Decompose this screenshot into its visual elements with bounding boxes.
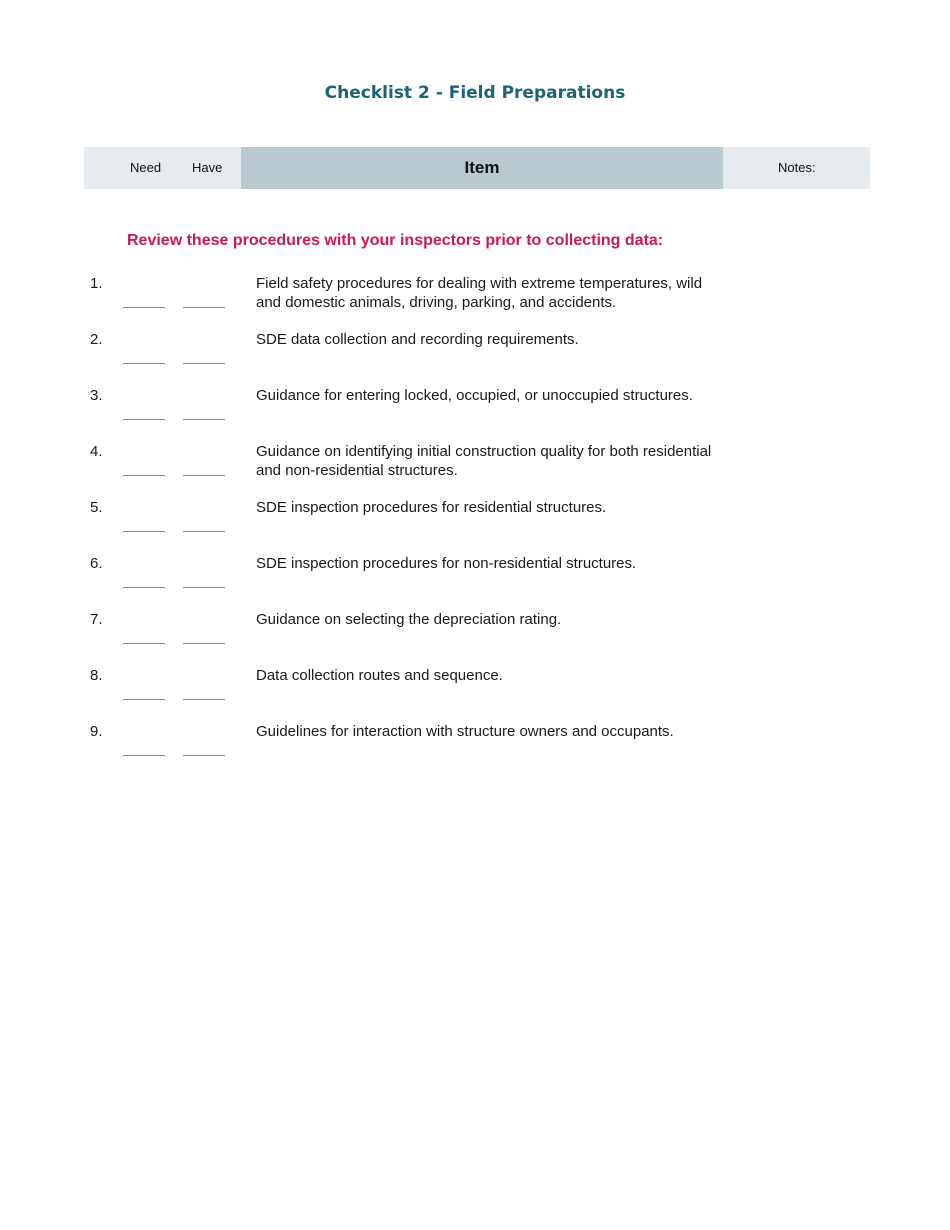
item-text: Guidance on identifying initial construction quality for both residential and non-residential structures. <box>256 443 712 479</box>
checklist-item <box>84 274 784 330</box>
header-notes: Notes: <box>778 160 816 175</box>
need-checkbox-line[interactable] <box>123 755 165 756</box>
item-text: Field safety procedures for dealing with extreme temperatures, wild and domestic animals, driving, parking, and accidents. <box>256 275 703 311</box>
item-text: Guidelines for interaction with structure owners and occupants. <box>256 723 674 740</box>
item-number: 1. <box>90 275 103 292</box>
need-checkbox-line[interactable] <box>123 307 165 308</box>
checklist-item <box>84 498 784 554</box>
have-checkbox-line[interactable] <box>183 643 225 644</box>
have-checkbox-line[interactable] <box>183 531 225 532</box>
checklist-item <box>84 666 784 722</box>
table-header <box>84 147 870 189</box>
have-checkbox-line[interactable] <box>183 475 225 476</box>
have-checkbox-line[interactable] <box>183 307 225 308</box>
item-text: Guidance for entering locked, occupied, or unoccupied structures. <box>256 387 693 404</box>
item-number: 3. <box>90 387 103 404</box>
checklist-item <box>84 330 784 386</box>
need-checkbox-line[interactable] <box>123 531 165 532</box>
have-checkbox-line[interactable] <box>183 587 225 588</box>
item-text: SDE data collection and recording requirements. <box>256 331 579 348</box>
page-title: Checklist 2 - Field Preparations <box>324 83 626 103</box>
item-number: 5. <box>90 499 103 516</box>
header-item: Item <box>241 147 723 189</box>
item-text: SDE inspection procedures for residential structures. <box>256 499 607 516</box>
checklist-item <box>84 442 784 498</box>
item-number: 4. <box>90 443 103 460</box>
need-checkbox-line[interactable] <box>123 699 165 700</box>
have-checkbox-line[interactable] <box>183 699 225 700</box>
item-text: Data collection routes and sequence. <box>256 667 503 684</box>
need-checkbox-line[interactable] <box>123 643 165 644</box>
checklist-item <box>84 722 784 778</box>
have-checkbox-line[interactable] <box>183 419 225 420</box>
item-number: 6. <box>90 555 103 572</box>
item-text: SDE inspection procedures for non-residential structures. <box>256 555 637 572</box>
checklist-item <box>84 386 784 442</box>
have-checkbox-line[interactable] <box>183 755 225 756</box>
need-checkbox-line[interactable] <box>123 587 165 588</box>
checklist-item <box>84 610 784 666</box>
header-need: Need <box>130 160 162 175</box>
item-text: Guidance on selecting the depreciation rating. <box>256 611 562 628</box>
item-number: 9. <box>90 723 103 740</box>
need-checkbox-line[interactable] <box>123 419 165 420</box>
section-heading: Review these procedures with your inspectors prior to collecting data: <box>127 232 664 249</box>
need-checkbox-line[interactable] <box>123 475 165 476</box>
checklist-item <box>84 554 784 610</box>
need-checkbox-line[interactable] <box>123 363 165 364</box>
item-number: 2. <box>90 331 103 348</box>
header-have: Have <box>192 160 223 175</box>
item-number: 7. <box>90 611 103 628</box>
item-number: 8. <box>90 667 103 684</box>
have-checkbox-line[interactable] <box>183 363 225 364</box>
